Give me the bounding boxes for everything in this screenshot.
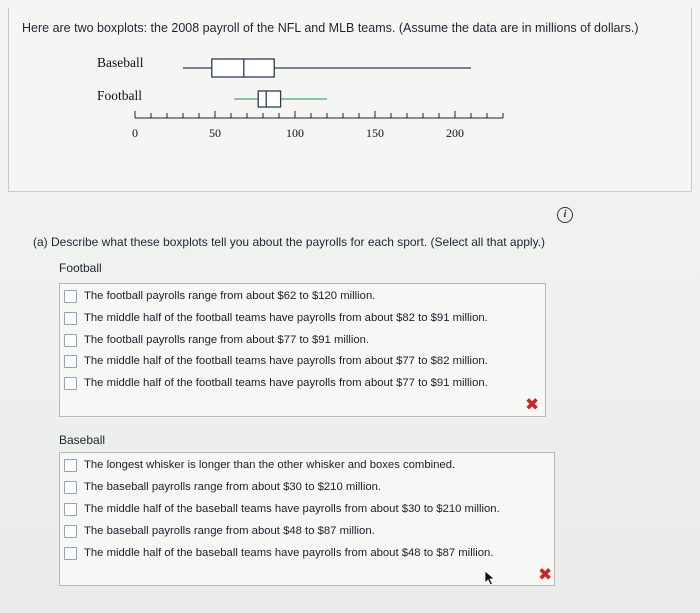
- baseball-choices: [59, 452, 555, 586]
- x-tick-label: 0: [132, 126, 138, 140]
- option-label: The football payrolls range from about $62 to $120 million.: [84, 290, 376, 302]
- x-tick-label: 150: [366, 126, 384, 140]
- checkbox[interactable]: [64, 503, 77, 516]
- baseball-option-1[interactable]: [64, 456, 455, 474]
- checkbox[interactable]: [64, 355, 77, 368]
- football-incorrect-icon: ✖: [525, 395, 540, 414]
- baseball-option-3[interactable]: [64, 500, 500, 518]
- option-label: The middle half of the football teams have payrolls from about $77 to $91 million.: [84, 377, 488, 389]
- football-option-4[interactable]: [64, 352, 488, 370]
- option-label: The baseball payrolls range from about $30 to $210 million.: [84, 481, 382, 493]
- option-label: The middle half of the football teams have payrolls from about $82 to $91 million.: [84, 312, 488, 324]
- football-section-label: Football: [59, 261, 102, 275]
- checkbox[interactable]: [64, 547, 77, 560]
- baseball-section-label: Baseball: [59, 433, 106, 447]
- checkbox[interactable]: [64, 334, 77, 347]
- x-tick-label: 100: [286, 126, 304, 140]
- baseball-plot-label: Baseball: [97, 55, 144, 70]
- football-option-3[interactable]: [64, 331, 369, 349]
- baseball-box: [212, 59, 274, 77]
- football-choices: [59, 283, 546, 417]
- option-label: The middle half of the football teams have payrolls from about $77 to $82 million.: [84, 355, 488, 367]
- football-option-1[interactable]: [64, 287, 375, 305]
- x-tick-label: 200: [446, 126, 464, 140]
- checkbox[interactable]: [64, 377, 77, 390]
- football-plot-label: Football: [97, 88, 143, 103]
- checkbox[interactable]: [64, 290, 77, 303]
- checkbox[interactable]: [64, 459, 77, 472]
- question-text: (a) Describe what these boxplots tell you about the payrolls for each sport. (Select all that apply.): [33, 235, 546, 249]
- boxplot-chart: [0, 0, 700, 200]
- baseball-incorrect-icon: ✖: [538, 565, 553, 584]
- option-label: The middle half of the baseball teams have payrolls from about $48 to $87 million.: [84, 547, 494, 559]
- checkbox[interactable]: [64, 525, 77, 538]
- option-label: The longest whisker is longer than the other whisker and boxes combined.: [84, 459, 456, 471]
- option-label: The baseball payrolls range from about $48 to $87 million.: [84, 525, 375, 537]
- intro-text: Here are two boxplots: the 2008 payroll of the NFL and MLB teams. (Assume the data are in millions of dollars.): [22, 21, 639, 35]
- football-option-2[interactable]: [64, 309, 488, 327]
- info-icon[interactable]: i: [557, 207, 573, 223]
- football-box: [258, 91, 280, 107]
- option-label: The football payrolls range from about $77 to $91 million.: [84, 334, 370, 346]
- baseball-option-4[interactable]: [64, 522, 375, 540]
- baseball-option-2[interactable]: [64, 478, 381, 496]
- checkbox[interactable]: [64, 481, 77, 494]
- football-option-5[interactable]: [64, 374, 488, 392]
- baseball-option-5[interactable]: [64, 544, 493, 562]
- x-tick-label: 50: [209, 126, 221, 140]
- option-label: The middle half of the baseball teams have payrolls from about $30 to $210 million.: [84, 503, 500, 515]
- checkbox[interactable]: [64, 312, 77, 325]
- mouse-cursor-icon: [484, 570, 496, 586]
